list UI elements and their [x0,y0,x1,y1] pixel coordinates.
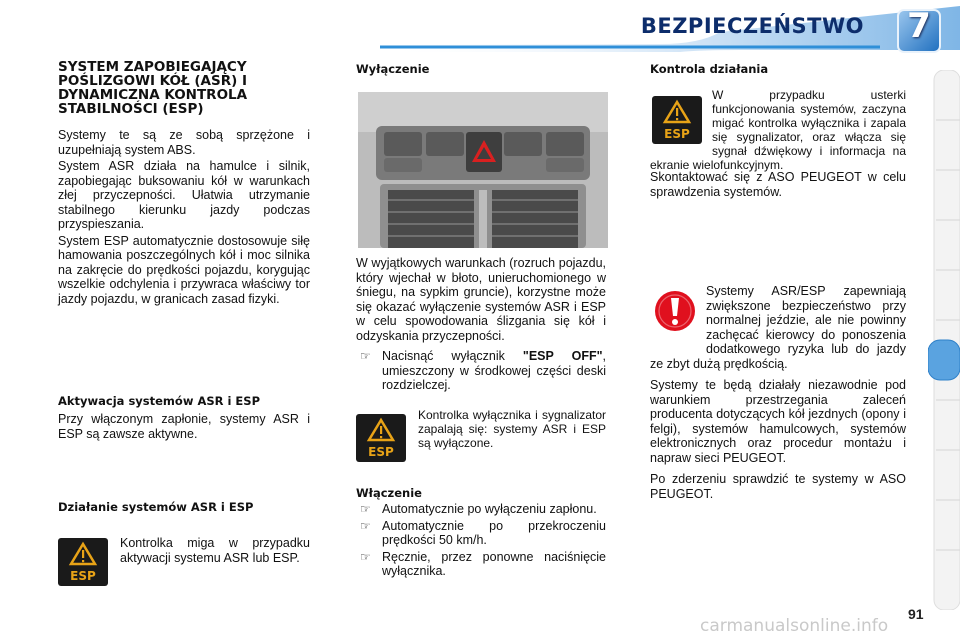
pointing-hand-icon: ☞ [360,502,371,516]
operation-heading: Działanie systemów ASR i ESP [58,500,254,514]
side-tab-strip [928,70,960,610]
indicator-text: Kontrolka wyłącznika i sygnalizator zapalają się: systemy ASR i ESP są wyłączone. [418,408,606,450]
esp-off-button-label: "ESP OFF" [522,349,603,363]
warning-paragraph-3: Po zderzeniu sprawdzić te systemy w ASO PEUGEOT. [650,472,906,501]
main-heading: SYSTEM ZAPOBIEGAJĄCY POŚLIZGOWI KÓŁ (ASR) I DYNAMICZNA KONTROLA STABILNOŚCI (ESP) [58,59,248,117]
warning-paragraph-2: Systemy te będą działały niezawodnie pod warunkiem przestrzegania zaleceń producenta dotyczących kół jezdnych (opony i felgi), systemów hamulcowych, systemów elektronicznych oraz procedur montażu i napraw sieci PEUGEOT. [650,378,906,465]
check-heading: Kontrola działania [650,62,769,76]
check-text-2: Skontaktować się z ASO PEUGEOT w celu sprawdzenia systemów. [650,170,906,199]
list-item: ☞ Automatycznie po przekroczeniu prędkości 50 km/h. [360,518,606,547]
intro-paragraph: Systemy te są ze sobą sprzężone i uzupełniają system ABS. [58,128,310,157]
section-title: BEZPIECZEŃSTWO [640,14,864,38]
off-heading: Wyłączenie [356,62,430,76]
esp-label: ESP [368,445,394,459]
on-bullets [356,502,606,579]
esp-label: ESP [664,127,690,141]
esp-warning-icon [58,538,108,586]
off-text: W wyjątkowych warunkach (rozruch pojazdu, który wjechał w błoto, unieruchomionego w śniegu, na sypkim gruncie), korzystne może się okazać wyłączenie systemów ASR i ESP w celu spowodowania ślizgania się kół i odzyskania przyczepności. [356,256,606,343]
pointing-hand-icon: ☞ [360,518,371,533]
check-text: W przypadku usterki funkcjonowania systemów, zaczyna migać kontrolka wyłącznika i zapala się sygnalizator, oraz włącza się sygnał dźwiękowy i informacja na ekranie wielofunkcyjnym. [650,88,906,172]
watermark: carmanualsonline.info [700,616,889,636]
asr-paragraph: System ASR działa na hamulce i silnik, zapobiegając buksowaniu kół w warunkach złej przyczepności. Ułatwia utrzymanie stabilnego kierunku jazdy podczas przyspieszania. [58,159,310,231]
esp-label: ESP [70,569,96,583]
chapter-number: 7 [907,6,931,46]
on-heading: Włączenie [356,486,422,500]
activation-heading: Aktywacja systemów ASR i ESP [58,394,260,408]
page-number: 91 [908,606,924,622]
list-item: ☞ Automatycznie po wyłączeniu zapłonu. [360,502,597,516]
operation-text: Kontrolka miga w przypadku aktywacji systemu ASR lub ESP. [120,536,310,565]
warning-paragraph-1: Systemy ASR/ESP zapewniają zwiększone bezpieczeństwo przy normalnej jeździe, ale nie powinny zachęcać kierowcy do ponoszenia dodatkowego ryzyka lub do jazdy ze zbyt dużą prędkością. [650,284,906,371]
pointing-hand-icon: ☞ [360,349,371,363]
dashboard-photo [358,92,608,248]
esp-paragraph: System ESP automatycznie dostosowuje siłę hamowania poszczególnych kół i moc silnika na zakręcie do prędkości pojazdu, korygując wszelkie odchylenia i przywraca właściwy tor jazdy pojazdu, w granicach zasad fizyki. [58,233,310,306]
off-instruction: ☞ Nacisnąć wyłącznik "ESP OFF", umieszczony w środkowej części deski rozdzielczej. [360,349,607,392]
pointing-hand-icon: ☞ [360,549,371,564]
activation-text: Przy włączonym zapłonie, systemy ASR i ESP są zawsze aktywne. [58,412,310,441]
column-left [58,60,310,306]
list-item: ☞ Ręcznie, przez ponowne naciśnięcie wyłącznika. [360,549,606,578]
esp-off-indicator-icon [356,414,406,462]
